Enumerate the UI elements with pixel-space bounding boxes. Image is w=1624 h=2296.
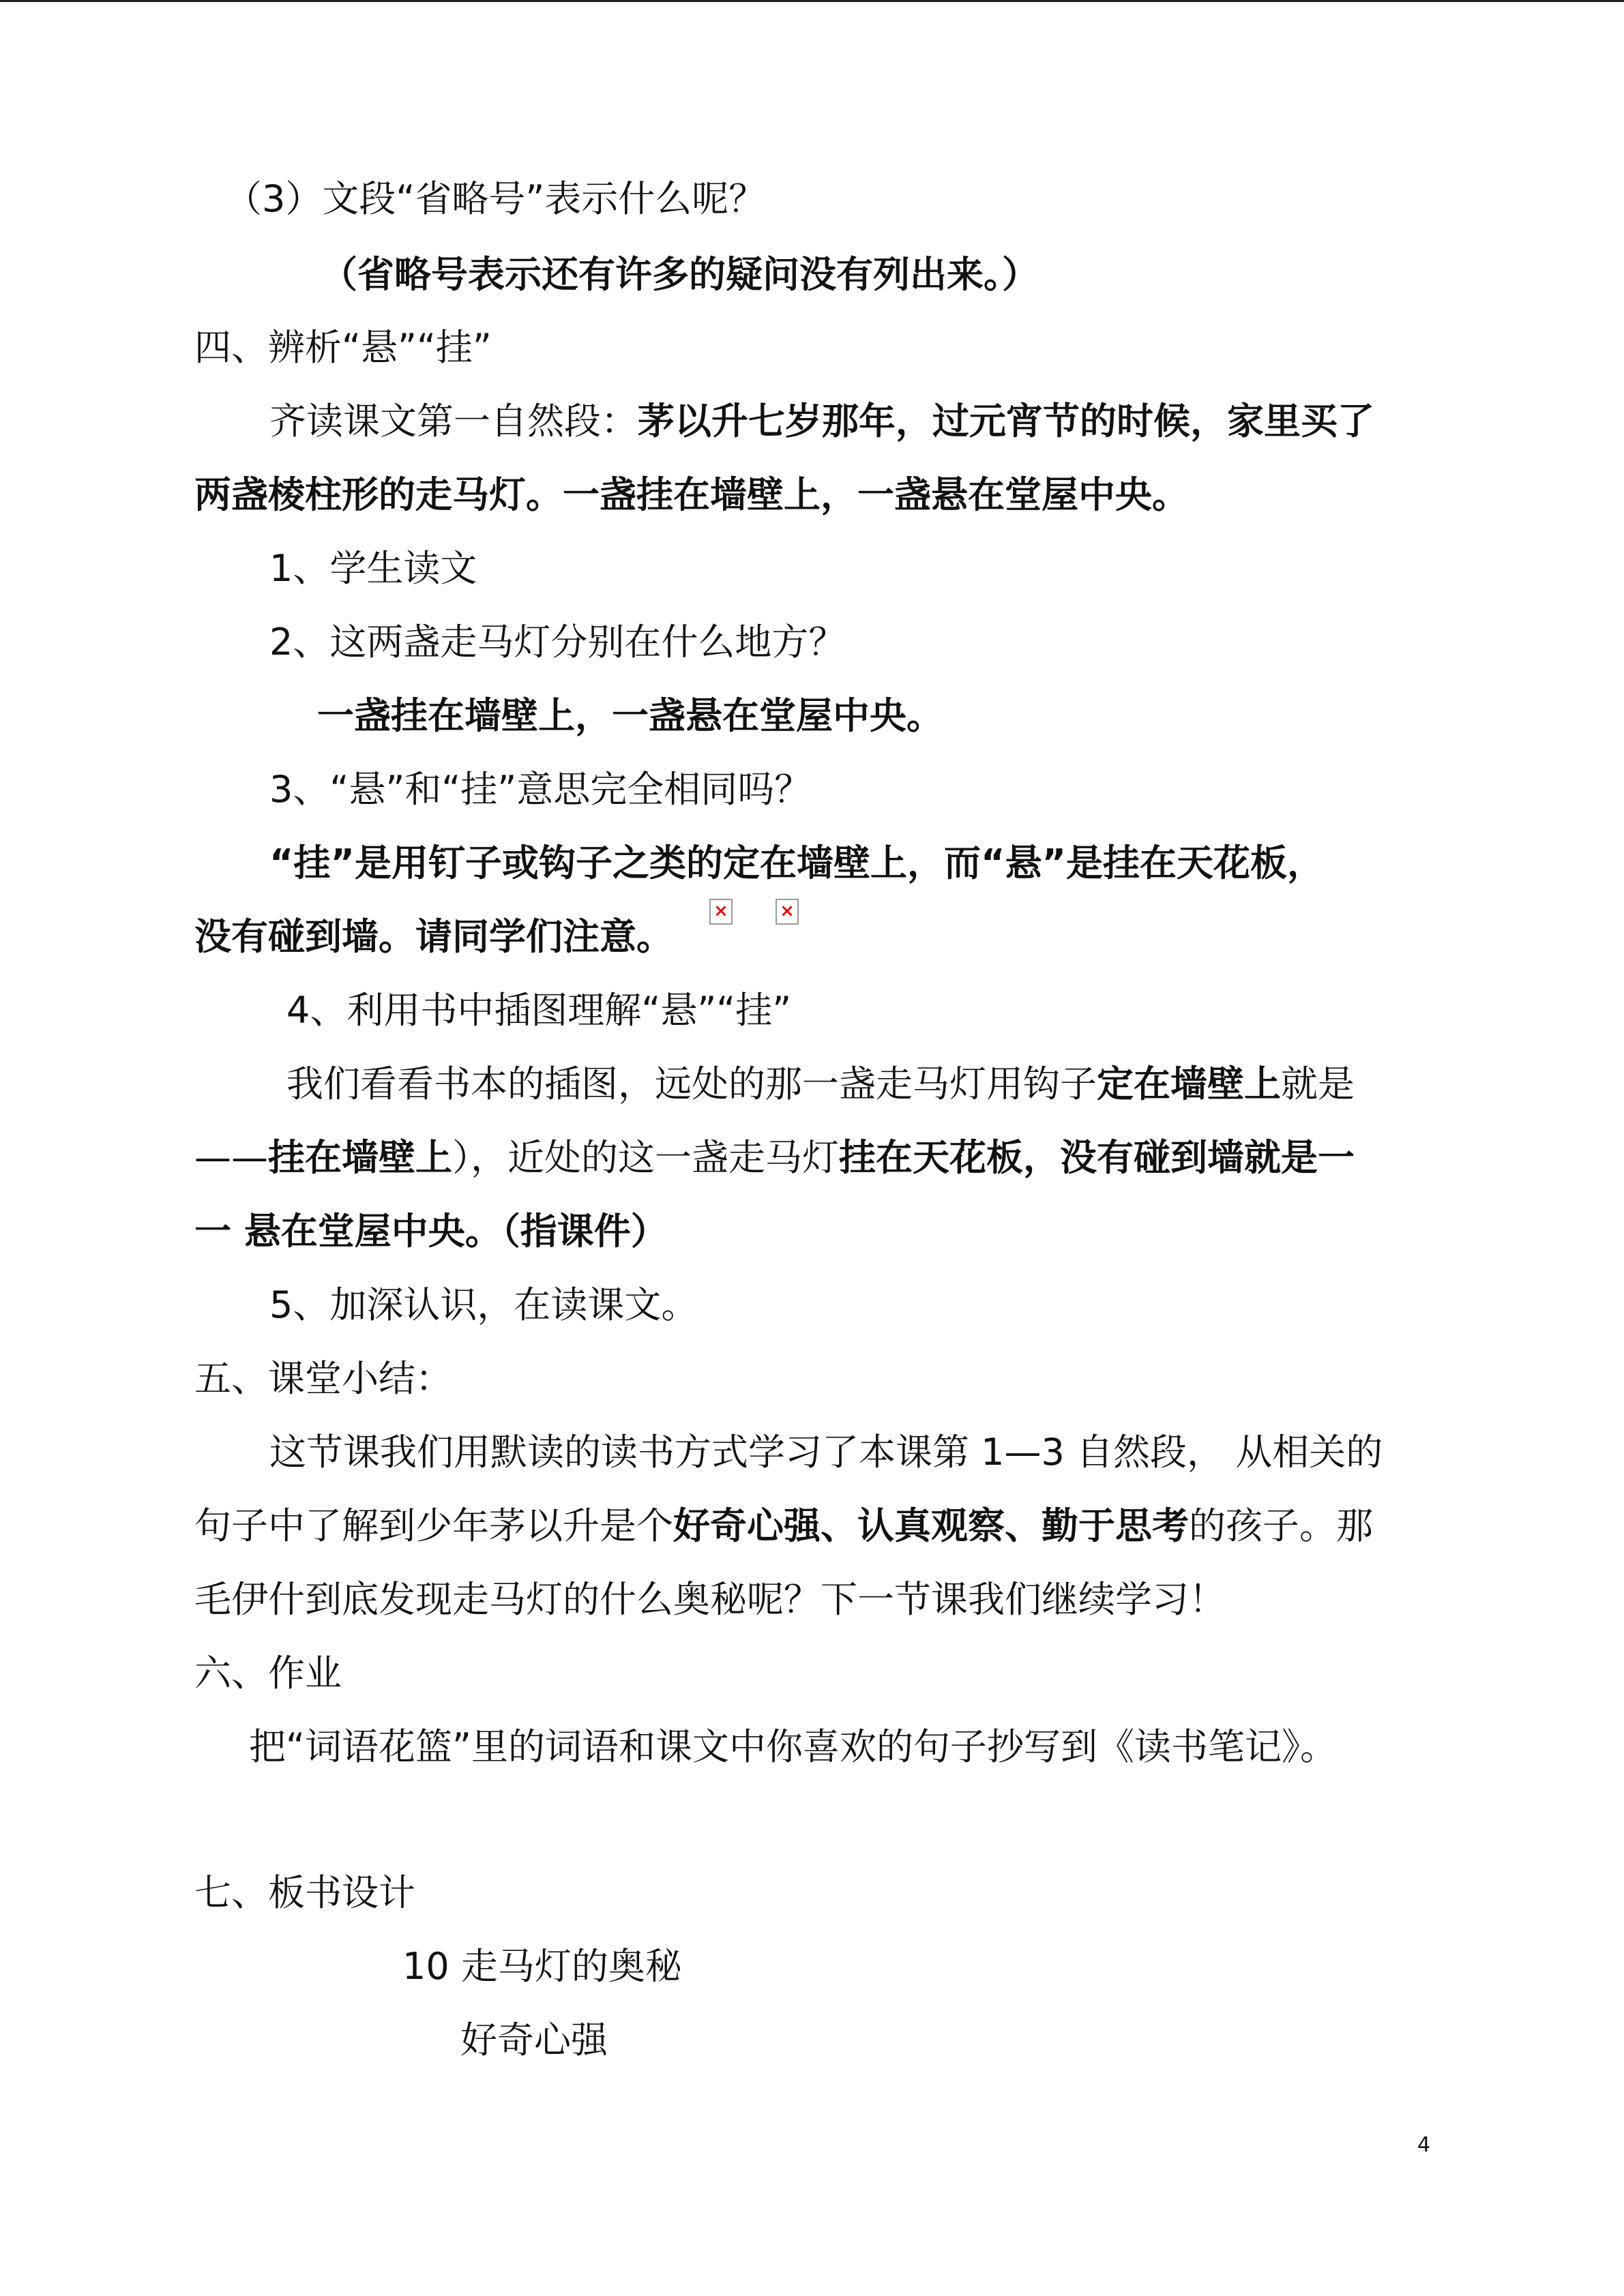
illustration-line3: 一 悬在堂屋中央。（指课件） [194, 1210, 668, 1253]
paragraph-quote-part2: 两盏棱柱形的走马灯。一盏挂在墙壁上，一盏悬在堂屋中央。 [194, 473, 1189, 516]
step-2: 2、这两盏走马灯分别在什么地方？ [269, 621, 846, 664]
read-paragraph-line [269, 398, 1374, 445]
answer-3: （省略号表示还有许多的疑问没有列出来。） [321, 253, 1039, 296]
summary-line3: 毛伊什到底发现走马灯的什么奥秘呢？下一节课我们继续学习！ [194, 1578, 1226, 1621]
section-5-heading: 五、课堂小结： [194, 1357, 452, 1400]
summary-line2: 句子中了解到少年茅以升是个好奇心强、认真观察、勤于思考的孩子。那 [194, 1504, 1373, 1547]
summary-line1: 这节课我们用默读的读书方式学习了本课第 1—3 自然段， 从相关的 [269, 1431, 1383, 1474]
step-5: 5、加深认识，在读课文。 [269, 1283, 698, 1326]
broken-image-icon: × [776, 899, 799, 925]
illustration-line2: ——挂在墙壁上），近处的这一盏走马灯挂在天花板，没有碰到墙就是一 [194, 1136, 1355, 1179]
page-number: 4 [1417, 2133, 1431, 2157]
step-1: 1、学生读文 [269, 547, 477, 590]
board-title: 10 走马灯的奥秘 [402, 1945, 682, 1988]
broken-image-icon: × [709, 899, 733, 925]
section-6-heading: 六、作业 [194, 1652, 342, 1695]
section-7-heading: 七、板书设计 [194, 1871, 415, 1914]
step-4: 4、利用书中插图理解“悬”“挂” [286, 989, 792, 1032]
paragraph-quote-part1: 茅以升七岁那年，过元宵节的时候，家里买了 [638, 400, 1374, 443]
question-3: （3）文段“省略号”表示什么呢？ [225, 177, 766, 220]
step-3-answer-line2: 没有碰到墙。请同学们注意。 [194, 915, 673, 958]
read-instruction: 齐读课文第一自然段： [269, 400, 638, 443]
step-2-answer: 一盏挂在墙壁上，一盏悬在堂屋中央。 [317, 694, 943, 737]
page-top-border [0, 0, 1624, 2]
step-3: 3、“悬”和“挂”意思完全相同吗？ [269, 768, 812, 811]
illustration-line1: 我们看看书本的插图，远处的那一盏走马灯用钩子定在墙壁上就是 [286, 1062, 1355, 1105]
homework-text: 把“词语花篮”里的词语和课文中你喜欢的句子抄写到《读书笔记》。 [249, 1725, 1337, 1768]
section-4-heading: 四、辨析“悬”“挂” [194, 326, 492, 369]
step-3-answer-line1: “挂”是用钉子或钩子之类的定在墙壁上，而“悬”是挂在天花板， [269, 841, 1324, 884]
board-item: 好奇心强 [460, 2018, 608, 2061]
